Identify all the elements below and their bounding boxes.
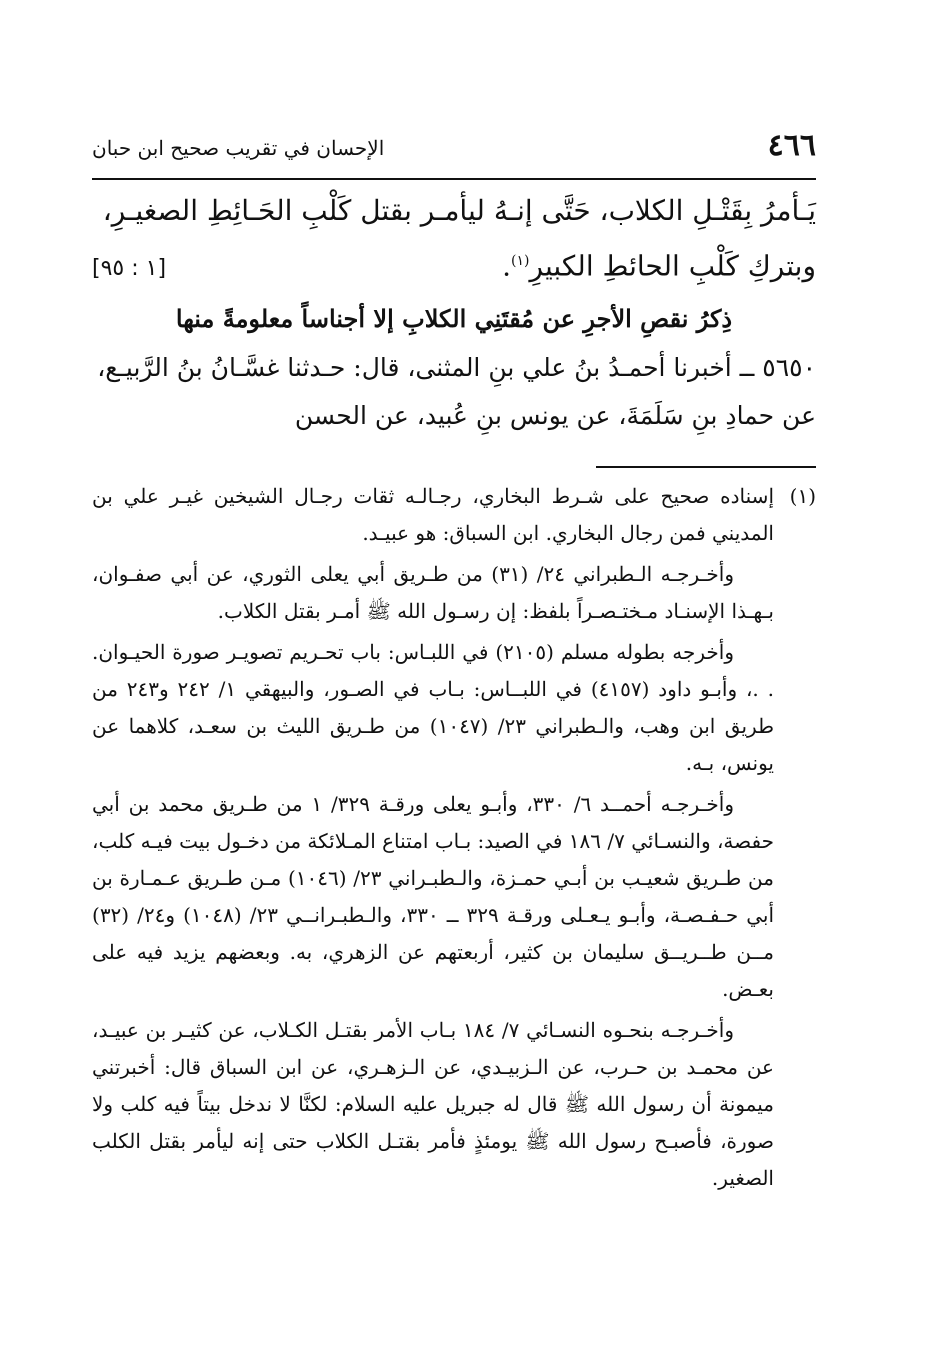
page-header xyxy=(92,128,816,172)
footnote-marker: (١) xyxy=(789,484,816,508)
footnote-reference: (١) xyxy=(511,253,530,269)
footnote-paragraph: وأخـرجـه بنحـوه النسـائي ٧/ ١٨٤ بـاب الأمر بقتـل الكـلاب، عن كثيـر بن عبيـد، عن محمـد بن حـرب، عن الـزبيـدي، عن الـزهـري، عن ابن السباق قال: أخبرتني ميمونة أن رسول الله ﷺ قال له جبريل عليه السلام: لكنَّا لا ندخل بيتاً فيه كلب ولا صورة، فأصبـح رسول الله ﷺ يومئذٍ فأمر بقتـل الكلاب حتى إنه ليأمر بقتل الكلب الصغير. xyxy=(92,1018,774,1190)
footnotes xyxy=(92,478,816,1201)
hadith-start-line-1: ٥٦٥٠ ــ أخبرنا أحمـدُ بنُ علي بنِ المثنى، قال: حـدثنا غسَّـانُ بنُ الرَّبيـع، xyxy=(97,353,816,383)
footnote-paragraph: وأخرجه بطوله مسلم (٢١٠٥) في اللبـاس: باب تحـريم تصويـر صورة الحيـوان. . .، وأبـو داود (٤١٥٧) في اللبــاس: بـاب في الصـور، والبيهقي ١/ ٢٤٢ و٢٤٣ من طريق ابن وهب، والـطبراني ٢٣/ (١٠٤٧) من طـريق الليث بن سعـد، كلاهما عن يونس، بـه. xyxy=(92,640,775,775)
chapter-heading: ذِكرُ نقصِ الأجرِ عن مُقتَنِي الكلابِ إلا أجناساً معلومةً منها xyxy=(175,304,733,334)
footnote-paragraph: وأخـرجـه أحمــد ٦/ ٣٣٠، وأبـو يعلى ورقـة ٣٢٩/ ١ من طـريق محمد بن أبي حفصة، والنسـائي ٧/ ١٨٦ في الصيد: بـاب امتناع المـلائكة من دخـول بيت فيـه كلب، من طـريق شعيـب بن أبـي حمـزة، والـطبـراني ٢٣/ (١٠٤٦) مـن طـريق عـمـارة بن أبي حـفـصـة، وأبـو يـعـلى ورقـة ٣٢٩ ــ ٣٣٠، والـطبـرانــي ٢٣/ (١٠٤٨) و٢٤/ (٣٢) مــن طــريــق سليمان بن كثير، أربعتهم عن الزهري، به. وبعضهم يزيد فيه على بعـض. xyxy=(92,792,775,1001)
source-citation: [١ : ٩٥] xyxy=(92,256,167,282)
hadith-end-line-1: يَـأمرُ بِقَتْـلِ الكلاب، حَتَّى إنـهُ ليأمـر بقتل كَلْبِ الحَـائِطِ الصغيـرِ، xyxy=(102,194,816,227)
footnote-separator xyxy=(596,466,816,468)
footnote-paragraph: وأخـرجـه الـطبراني ٢٤/ (٣١) من طـريق أبي يعلى الثوري، عن أبي صفـوان، بـهـذا الإسنـاد مـختـصـراً بلفظ: إن رسـول الله ﷺ أمـر بقتل الكلاب. xyxy=(92,562,774,623)
footnote-body xyxy=(92,478,774,1201)
hadith-start-line-2: عن حمادِ بنِ سَلَمَةَ، عن يونس بنِ عُبيد، عن الحسن xyxy=(294,401,816,431)
hadith-end-line-2-text: وبتركِ كَلْبِ الحائطِ الكبيرِ xyxy=(529,249,816,283)
hadith-end-line-2-row xyxy=(92,236,816,294)
header-rule xyxy=(92,178,816,180)
running-title: الإحسان في تقريب صحيح ابن حبان xyxy=(92,136,385,160)
hadith-end-line-2: وبتركِ كَلْبِ الحائطِ الكبيرِ$^{(١)}$. xyxy=(502,249,816,283)
main-text xyxy=(92,186,816,440)
footnote-paragraph: إسناده صحيح على شـرط البخاري، رجـالـه ثقات رجـال الشيخين غيـر علي بن المديني فمن رجال البخاري. ابن السباق: هو عبيـد. xyxy=(92,484,774,545)
page-number: ٤٦٦ xyxy=(767,128,816,163)
footnote-1 xyxy=(92,478,816,1201)
